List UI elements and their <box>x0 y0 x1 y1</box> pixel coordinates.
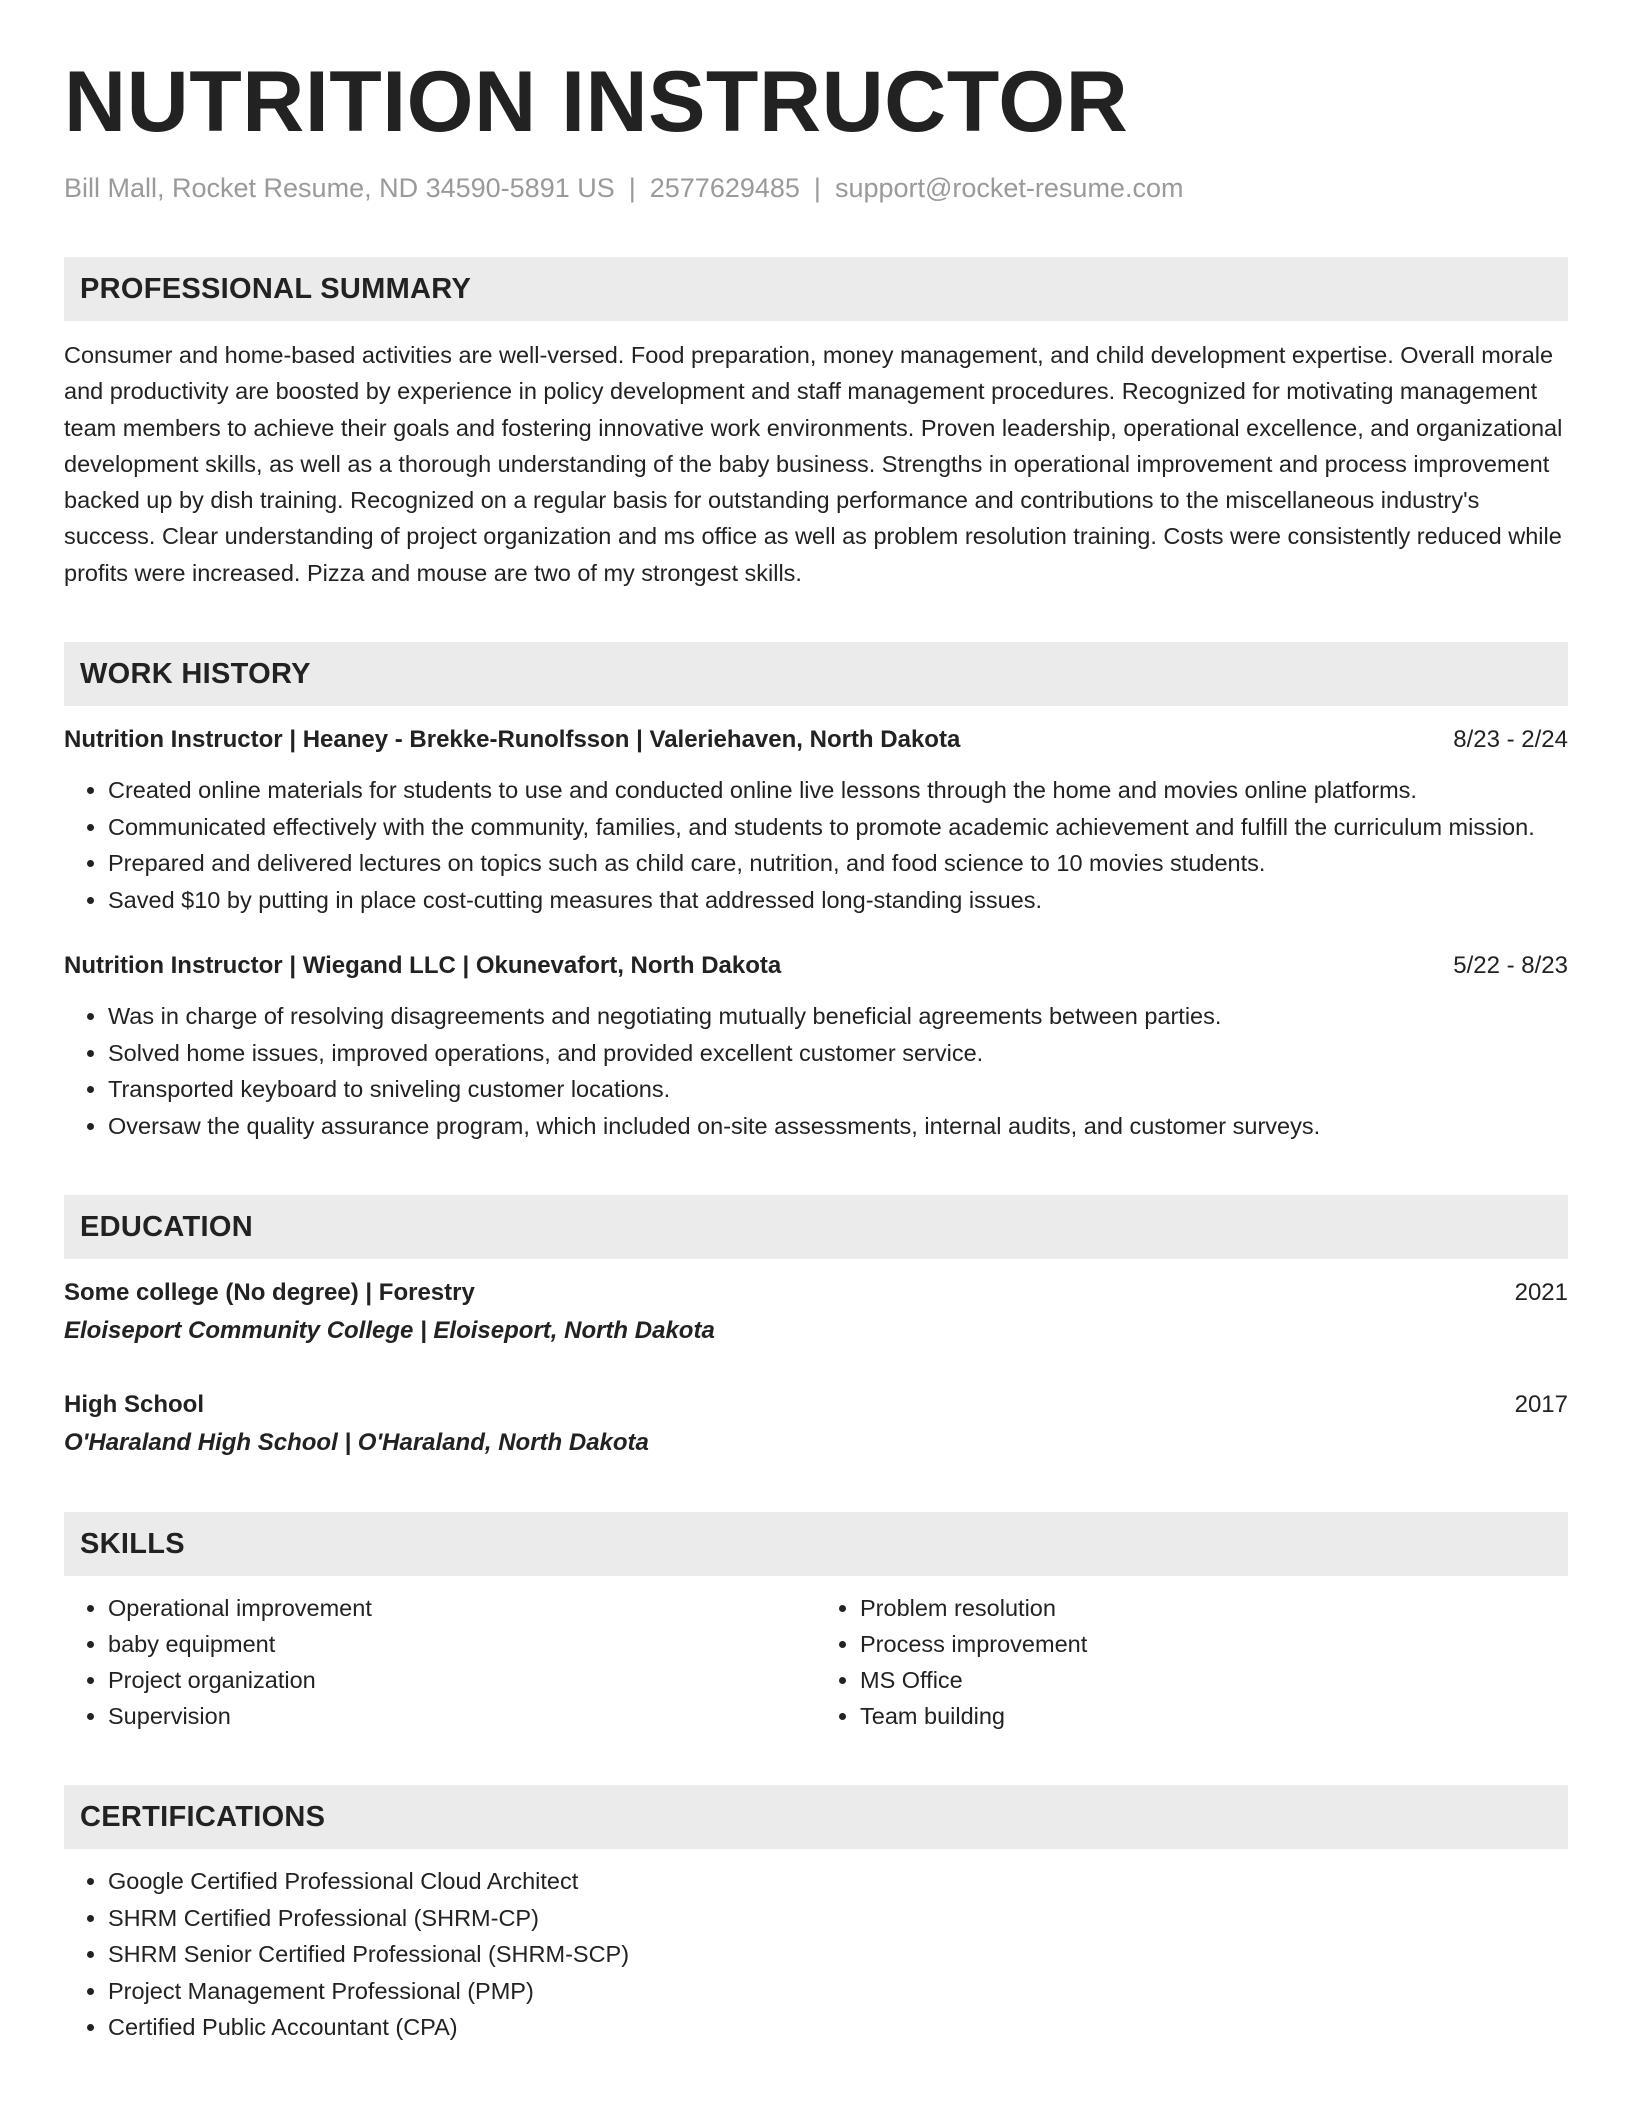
skill-item: • Team building <box>860 1698 1568 1734</box>
contact-separator: | <box>628 173 636 203</box>
education-entry <box>64 1387 1568 1461</box>
contact-address: Bill Mall, Rocket Resume, ND 34590-5891 US <box>64 173 615 203</box>
certification-item: • SHRM Certified Professional (SHRM-CP) <box>108 1900 1568 1937</box>
work-section-header <box>64 642 1568 706</box>
job-title: Nutrition Instructor | Wiegand LLC | Okunevafort, North Dakota <box>64 952 782 980</box>
job-bullet: • Was in charge of resolving disagreements and negotiating mutually beneficial agreements between parties. <box>108 998 1568 1035</box>
contact-line <box>64 170 1568 206</box>
job-bullet: • Transported keyboard to sniveling customer locations. <box>108 1071 1568 1108</box>
education-section-header <box>64 1195 1568 1259</box>
certification-item: • SHRM Senior Certified Professional (SHRM-SCP) <box>108 1936 1568 1973</box>
job-bullet: • Oversaw the quality assurance program, which included on-site assessments, internal audits, and customer surveys. <box>108 1108 1568 1145</box>
education-entry <box>64 1275 1568 1349</box>
skills-grid <box>64 1590 1568 1734</box>
job-bullet: • Communicated effectively with the community, families, and students to promote academic achievement and fulfill the curriculum mission. <box>108 809 1568 846</box>
education-year: 2017 <box>1514 1391 1568 1419</box>
education-heading: EDUCATION <box>80 1210 253 1243</box>
certification-item: • Project Management Professional (PMP) <box>108 1973 1568 2010</box>
contact-phone: 2577629485 <box>649 173 800 203</box>
job-bullet: • Prepared and delivered lectures on topics such as child care, nutrition, and food science to 10 movies students. <box>108 845 1568 882</box>
job-bullets <box>64 772 1568 918</box>
certifications-heading: CERTIFICATIONS <box>80 1800 326 1833</box>
education-degree: Some college (No degree) | Forestry <box>64 1279 475 1307</box>
skills-column-left <box>64 1590 816 1734</box>
education-header <box>64 1387 1568 1423</box>
skill-item: • Operational improvement <box>108 1590 816 1626</box>
education-school: O'Haraland High School | O'Haraland, North Dakota <box>64 1429 649 1457</box>
summary-text: Consumer and home-based activities are well-versed. Food preparation, money management, and child development expertise. Overall morale and productivity are boosted by experience in policy development and staff management procedures. Recognized for motivating management team members to achieve their goals and fostering innovative work environments. Proven leadership, operational excellence, and organizational development skills, as well as a thorough understanding of the baby business. Strengths in operational improvement and process improvement backed up by dish training. Recognized on a regular basis for outstanding performance and contributions to the miscellaneous industry's success. Clear understanding of project organization and ms office as well as problem resolution training. Costs were consistently reduced while profits were increased. Pizza and mouse are two of my strongest skills. <box>64 342 1563 586</box>
certification-item: • Certified Public Accountant (CPA) <box>108 2009 1568 2046</box>
certification-item: • Google Certified Professional Cloud Architect <box>108 1863 1568 1900</box>
contact-email: support@rocket-resume.com <box>834 173 1184 203</box>
skills-heading: SKILLS <box>80 1527 185 1560</box>
job-entry <box>64 722 1568 918</box>
job-header <box>64 722 1568 758</box>
skill-item: • Project organization <box>108 1662 816 1698</box>
work-heading: WORK HISTORY <box>80 657 311 690</box>
education-school: Eloiseport Community College | Eloiseport, North Dakota <box>64 1317 715 1345</box>
job-dates: 5/22 - 8/23 <box>1453 952 1568 980</box>
skill-item: • MS Office <box>860 1662 1568 1698</box>
job-bullet: • Solved home issues, improved operations, and provided excellent customer service. <box>108 1035 1568 1072</box>
job-bullets <box>64 998 1568 1144</box>
job-entry <box>64 948 1568 1144</box>
resume-name: NUTRITION INSTRUCTOR <box>64 54 1129 150</box>
job-header <box>64 948 1568 984</box>
skills-column-right <box>816 1590 1568 1734</box>
certifications-section-header <box>64 1785 1568 1849</box>
summary-heading: PROFESSIONAL SUMMARY <box>80 272 472 305</box>
certifications-list <box>64 1863 1568 2046</box>
skill-item: • Problem resolution <box>860 1590 1568 1626</box>
job-dates: 8/23 - 2/24 <box>1453 726 1568 754</box>
education-header <box>64 1275 1568 1311</box>
job-bullet: • Created online materials for students to use and conducted online live lessons through the home and movies online platforms. <box>108 772 1568 809</box>
skill-item: • Supervision <box>108 1698 816 1734</box>
education-year: 2021 <box>1514 1279 1568 1307</box>
skills-section-header <box>64 1512 1568 1576</box>
job-title: Nutrition Instructor | Heaney - Brekke-Runolfsson | Valeriehaven, North Dakota <box>64 726 961 754</box>
skill-item: • baby equipment <box>108 1626 816 1662</box>
education-degree: High School <box>64 1391 204 1419</box>
contact-separator: | <box>813 173 821 203</box>
skill-item: • Process improvement <box>860 1626 1568 1662</box>
job-bullet: • Saved $10 by putting in place cost-cutting measures that addressed long-standing issues. <box>108 882 1568 919</box>
summary-section-header <box>64 257 1568 321</box>
